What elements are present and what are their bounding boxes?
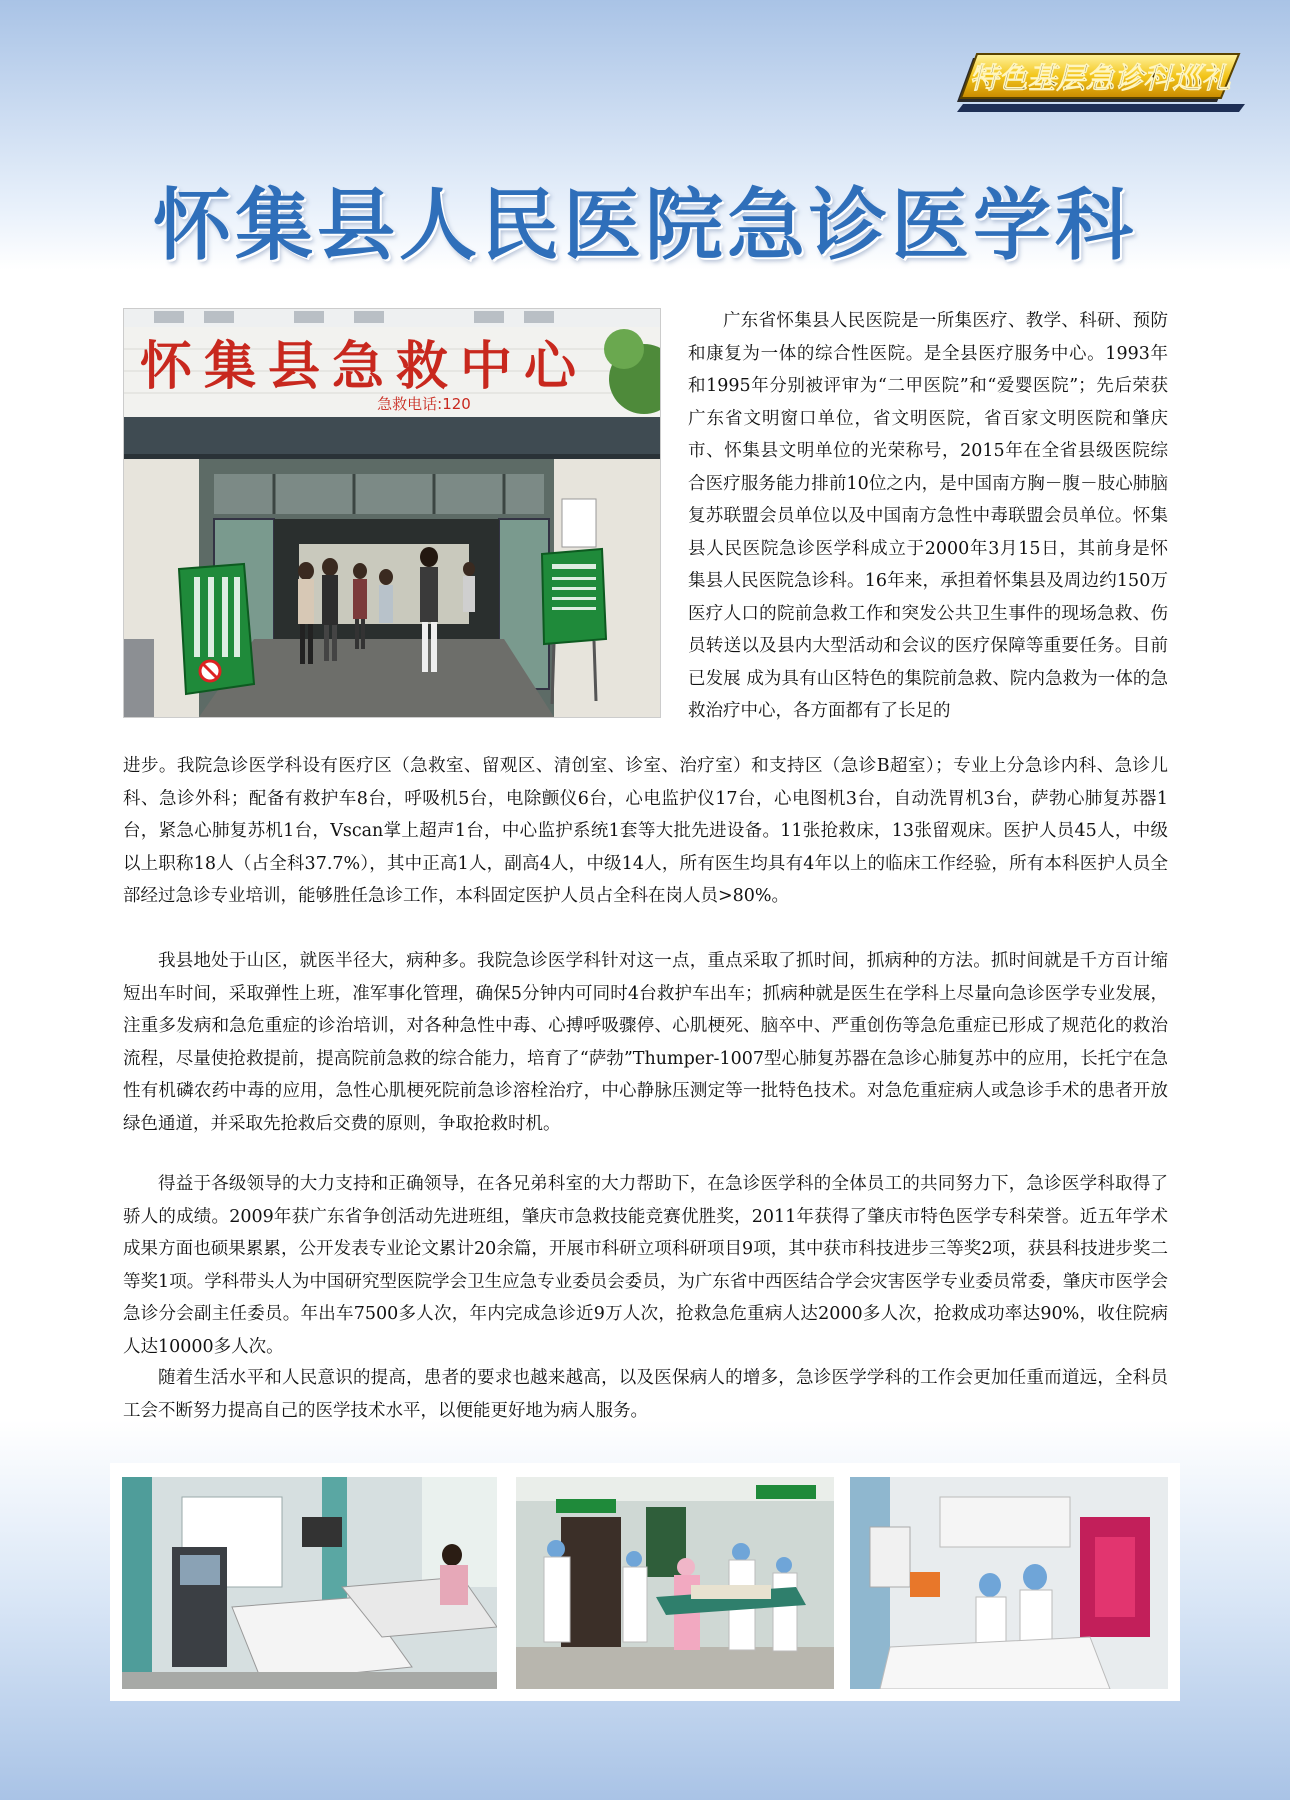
- paragraph-outlook: 随着生活水平和人民意识的提高，患者的要求也越来越高，以及医保病人的增多，急诊医学学科的工作会更加任重而道远，全科员工会不断努力提高自己的医学技术水平，以便能更好地为病人服务。: [123, 1368, 1168, 1421]
- page-title: 怀集县人民医院急诊医学科: [152, 180, 1137, 271]
- photo-ambulance-interior: [850, 1477, 1168, 1689]
- sign-text: 怀集县急救中心: [139, 336, 589, 397]
- badge-text: 特色基层急诊科巡礼: [969, 61, 1231, 95]
- section-badge: [955, 48, 1245, 114]
- photo-strip: [110, 1463, 1180, 1701]
- paragraph-achievements: 得益于各级领导的大力支持和正确领导，在各兄弟科室的大力帮助下，在急诊医学科的全体员工的共同努力下，急诊医学科取得了骄人的成绩。2009年获广东省争创活动先进班组，肇庆市急救技能竞赛优胜奖，2011年获得了肇庆市特色医学专科荣誉。近五年学术成果方面也硕果累累，公开发表专业论文累计20余篇，开展市科研立项科研项目9项，其中获市科技进步三等奖2项，获县科技进步奖二等奖1项。学科带头人为中国研究型医院学会卫生应急专业委员会委员，为广东省中西医结合学会灾害医学专业委员常委，肇庆市医学会急诊分会副主任委员。年出车7500多人次，年内完成急诊近9万人次，抢救急危重病人达2000多人次，抢救成功率达90%，收住院病人达10000多人次。: [123, 1174, 1168, 1357]
- paragraph-intro-continued: 进步。我院急诊医学科设有医疗区（急救室、留观区、清创室、诊室、治疗室）和支持区（急诊B超室）；专业上分急诊内科、急诊儿科、急诊外科；配备有救护车8台，呼吸机5台，电除颤仪6台，心电监护仪17台，心电图机3台，自动洗胃机3台，萨勃心肺复苏器1台，紧急心肺复苏机1台，Vscan掌上超声1台，中心监护系统1套等大批先进设备。11张抢救床，13张留观床。医护人员45人，中级以上职称18人（占全科37.7%），其中正高1人，副高4人，中级14人，所有医生均具有4年以上的临床工作经验，所有本科医护人员全部经过急诊专业培训，能够胜任急诊工作，本科固定医护人员占全科在岗人员>80%。: [123, 756, 1168, 906]
- paragraph-intro: 广东省怀集县人民医院是一所集医疗、教学、科研、预防和康复为一体的综合性医院。是全县医疗服务中心。1993年和1995年分别被评审为“二甲医院”和“爱婴医院”；先后荣获广东省文明窗口单位，省文明医院，省百家文明医院和肇庆市、怀集县文明单位的光荣称号，2015年在全省县级医院综合医疗服务能力排前10位之内，是中国南方胸－腹－肢心肺脑复苏联盟会员单位以及中国南方急性中毒联盟会员单位。怀集县人民医院急诊医学科成立于2000年3月15日，其前身是怀集县人民医院急诊科。16年来，承担着怀集县及周边约150万医疗人口的院前急救工作和突发公共卫生事件的现场急救、伤员转送以及县内大型活动和会议的医疗保障等重要任务。目前已发展 成为具有山区特色的集院前急救、院内急救为一体的急救治疗中心，各方面都有了长足的: [688, 311, 1168, 721]
- paragraph-approach: 我县地处于山区，就医半径大，病种多。我院急诊医学科针对这一点，重点采取了抓时间，抓病种的方法。抓时间就是千方百计缩短出车时间，采取弹性上班，准军事化管理，确保5分钟内可同时4台救护车出车；抓病种就是医生在学科上尽量向急诊医学专业发展，注重多发病和急危重症的诊治培训，对各种急性中毒、心搏呼吸骤停、心肌梗死、脑卒中、严重创伤等急危重症已形成了规范化的救治流程，尽量使抢救提前，提高院前急救的综合能力，培育了“萨勃”Thumper-1007型心肺复苏器在急诊心肺复苏中的应用，长托宁在急性有机磷农药中毒的应用，急性心肌梗死院前急诊溶栓治疗，中心静脉压测定等一批特色技术。对急危重症病人或急诊手术的患者开放绿色通道，并采取先抢救后交费的原则，争取抢救时机。: [123, 951, 1168, 1134]
- photo-stretcher-transfer: [516, 1477, 834, 1689]
- badge-graphic: [955, 48, 1245, 114]
- hero-photo-emergency-center: [123, 308, 661, 718]
- photo-ward-beds: [122, 1477, 497, 1689]
- sign-phone: 急救电话:120: [377, 395, 471, 413]
